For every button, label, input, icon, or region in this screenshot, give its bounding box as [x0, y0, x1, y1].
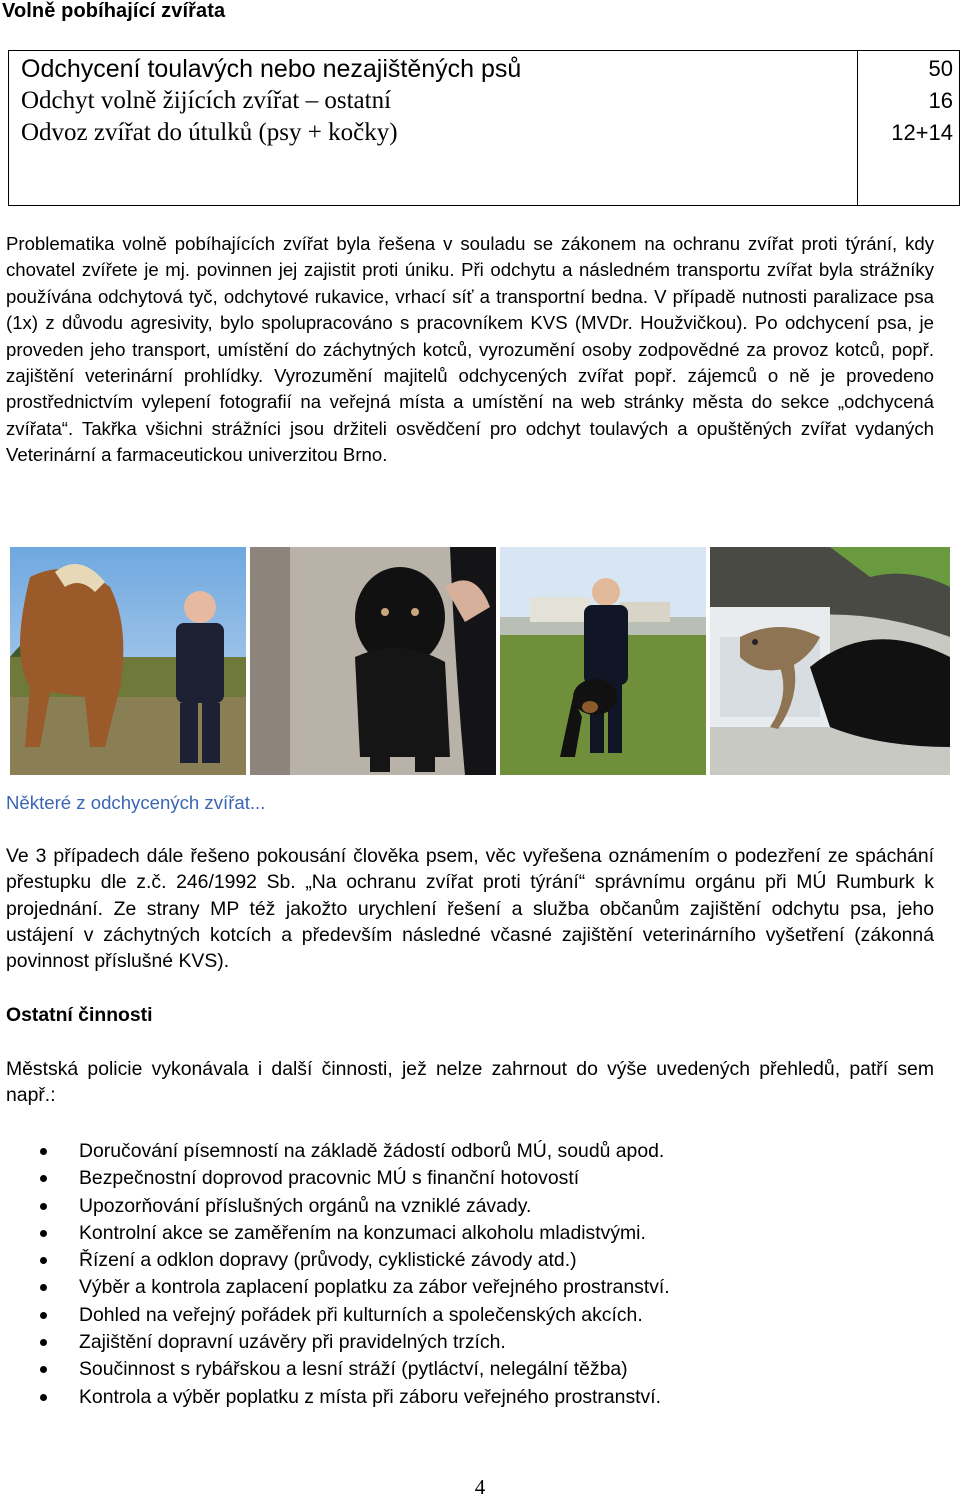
- paragraph-other-activities: Městská policie vykonávala i další činnosti, jež nelze zahrnout do výše uvedených přehledů, patří sem např.:: [6, 1058, 934, 1107]
- stats-row-value: 12+14: [891, 120, 953, 145]
- bullet-icon: [40, 1148, 47, 1155]
- bullet-icon: [40, 1394, 47, 1401]
- photo-caption: Některé z odchycených zvířat...: [6, 792, 266, 813]
- bullet-icon: [40, 1230, 47, 1237]
- stats-row-value: 50: [928, 56, 953, 81]
- photo-lizard-glove: [710, 547, 950, 775]
- stats-row-value: 16: [928, 88, 953, 113]
- activities-list: [0, 1138, 960, 1411]
- list-item: Součinnost s rybářskou a lesní stráží (pytláctví, nelegální těžba): [0, 1356, 960, 1383]
- bullet-icon: [40, 1366, 47, 1373]
- page-number: 4: [474, 1475, 486, 1499]
- stats-label-cell: [9, 51, 858, 206]
- stats-row-label: Odchycení toulavých nebo nezajištěných psů: [21, 55, 522, 83]
- stats-value-cell: [857, 51, 959, 206]
- bullet-icon: [40, 1312, 47, 1319]
- list-item: Dohled na veřejný pořádek při kulturních a společenských akcích.: [0, 1302, 960, 1329]
- section-title: Volně pobíhající zvířata: [2, 0, 226, 22]
- paragraph-dog-bites: Ve 3 případech dále řešeno pokousání člověka psem, věc vyřešena oznámením o podezření ze spáchání přestupku dle z.č. 246/1992 Sb. „Na ochranu zvířat proti týrání“ správnímu orgánu při MÚ Rumburk k projednání. Ze strany MP též jakožto urychlení řešení a služba občanům zajištění odchytu psa, jeho ustájení v záchytných kotcích a především následné včasné zajištění veterinárního vyšetření (zákonná povinnost příslušné KVS).: [6, 845, 934, 973]
- list-item: Výběr a kontrola zaplacení poplatku za zábor veřejného prostranství.: [0, 1274, 960, 1301]
- other-activities-title: Ostatní činnosti: [6, 1004, 153, 1026]
- list-item: Zajištění dopravní uzávěry při pravidelných trzích.: [0, 1329, 960, 1356]
- bullet-icon: [40, 1175, 47, 1182]
- stats-row-label: Odvoz zvířat do útulků (psy + kočky): [21, 119, 398, 146]
- list-item: Kontrola a výběr poplatku z místa při záboru veřejného prostranství.: [0, 1384, 960, 1411]
- bullet-icon: [40, 1203, 47, 1210]
- paragraph-stray-animals: Problematika volně pobíhajících zvířat byla řešena v souladu se zákonem na ochranu zvířat proti týrání, kdy chovatel zvířete je mj. povinnen jej zajistit proti úniku. Při odchytu a následném transportu zvířat byla strážníky používána odchytová tyč, odchytové rukavice, vrhací síť a transportní bedna. V případě nutnosti paralizace psa (1x) z důvodu agresivity, bylo spolupracováno s pracovníkem KVS (MVDr. Houžvičkou). Po odchycení psa, je proveden jeho transport, umístění do záchytných kotců, vyrozumění osoby zodpovědné za provoz kotců, popř. zajištění veterinární prohlídky. Vyrozumění majitelů odchycených zvířat popř. zájemců o ně je provedeno prostřednictvím vylepení fotografií na veřejná místa a umístění na web stránky města do sekce „odchycená zvířata“. Takřka všichni strážníci jsou držiteli osvědčení pro odchyt toulavých a opuštěných zvířat vydaných Veterinární a farmaceutickou univerzitou Brno.: [6, 233, 934, 466]
- photo-horse-officer: [10, 547, 246, 775]
- list-item: Řízení a odklon dopravy (průvody, cyklistické závody atd.): [0, 1247, 960, 1274]
- stats-row-label: Odchyt volně žijících zvířat – ostatní: [21, 87, 392, 114]
- list-item: Upozorňování příslušných orgánů na vzniklé závady.: [0, 1193, 960, 1220]
- bullet-icon: [40, 1284, 47, 1291]
- stats-table: [8, 50, 960, 206]
- bullet-icon: [40, 1257, 47, 1264]
- list-item: Kontrolní akce se zaměřením na konzumaci alkoholu mladistvými.: [0, 1220, 960, 1247]
- photo-officer-rottweiler: [500, 547, 706, 775]
- list-item: Doručování písemností na základě žádostí odborů MÚ, soudů apod.: [0, 1138, 960, 1165]
- photo-black-dog: [250, 547, 496, 775]
- bullet-icon: [40, 1339, 47, 1346]
- list-item: Bezpečnostní doprovod pracovnic MÚ s finanční hotovostí: [0, 1165, 960, 1192]
- photo-strip: [10, 547, 950, 775]
